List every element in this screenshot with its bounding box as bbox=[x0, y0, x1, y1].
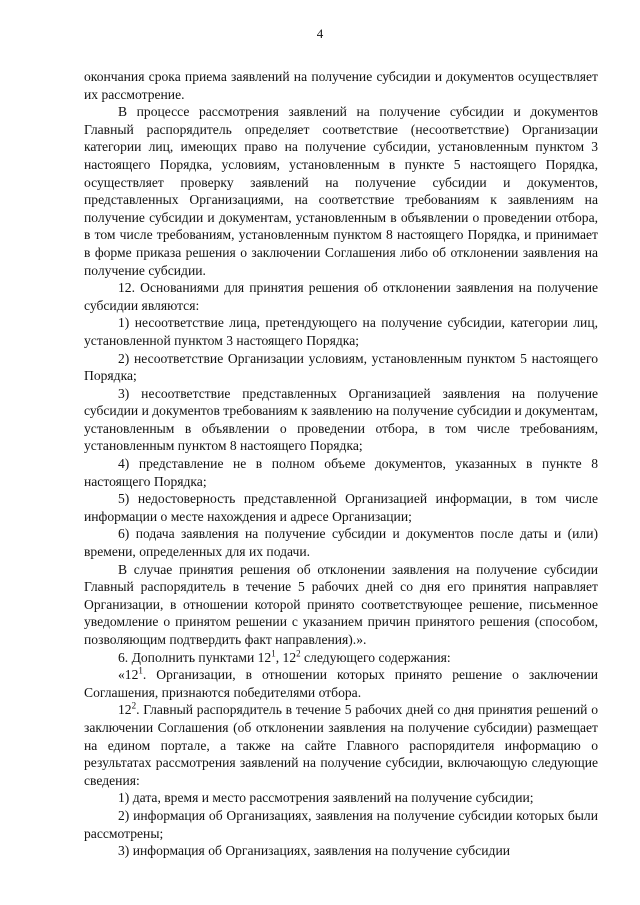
list-item-1: 1) несоответствие лица, претендующего на получение субсидии, категории лиц, установленной пунктом 3 настоящего Порядка; bbox=[84, 315, 598, 348]
tail-item-3: 3) информация об Организациях, заявления на получение субсидии bbox=[118, 843, 511, 859]
document-body bbox=[84, 68, 598, 860]
paragraph-12-2 bbox=[84, 701, 598, 789]
list-item-4: 4) представление не в полном объеме документов, указанных в пункте 8 настоящего Порядка; bbox=[84, 456, 598, 489]
paragraph-review-process: В процессе рассмотрения заявлений на получение субсидии и документов Главный распорядитель определяет соответствие (несоответствие) Организации категории лиц, имеющих право на получение субсидии, установленным пунктом 3 настоящего Порядка, условиям, установленным в пункте 5 настоящего Порядка, осуществляет проверку заявлений на получение субсидии и документов, представленных Организациями, на соответствие требованиям к заявлениям на получение субсидии и документам, установленным в объявлении о проведении отбора, в том числе требованиям, установленным пунктом 8 настоящего Порядка, и принимает в форме приказа решения о заключении Соглашения либо об отклонении заявления на получение субсидии. bbox=[84, 104, 598, 278]
tail-item-1: 1) дата, время и место рассмотрения заявлений на получение субсидии; bbox=[118, 790, 534, 806]
item6-post: следующего содержания: bbox=[300, 649, 451, 665]
p12-1-pre: «12 bbox=[118, 667, 139, 683]
item6-mid: , 12 bbox=[275, 649, 297, 665]
item6-sup1: 1 bbox=[271, 648, 276, 659]
p12-2-pre: 12 bbox=[118, 702, 132, 718]
list-item-6: 6) подача заявления на получение субсидии и документов после даты и (или) времени, определенных для их подачи. bbox=[84, 526, 598, 560]
paragraph-12-grounds: 12. Основаниями для принятия решения об отклонении заявления на получение субсидии являются: bbox=[84, 280, 598, 313]
item6-sup2: 2 bbox=[296, 648, 301, 659]
paragraph-continuation: окончания срока приема заявлений на получение субсидии и документов осуществляет их рассмотрение. bbox=[84, 69, 598, 102]
paragraph-12-1 bbox=[84, 666, 598, 701]
tail-item-2: 2) информация об Организациях, заявления на получение субсидии которых были рассмотрены; bbox=[84, 807, 598, 841]
paragraph-item-6 bbox=[84, 649, 598, 667]
list-item-5: 5) недостоверность представленной Организацией информации, в том числе информации о месте нахождения и адресе Организации; bbox=[84, 491, 598, 524]
p12-1-sup: 1 bbox=[138, 665, 143, 676]
page-number: 4 bbox=[316, 26, 324, 41]
p12-2-post: . Главный распорядитель в течение 5 рабочих дней со дня принятия решений о заключении Соглашения (об отклонении заявления на получение субсидии) размещает на едином портале, а также на сайте Главного распорядителя информацию о результатах рассмотрения заявлений на получение субсидии, включающую следующие сведения: bbox=[84, 702, 598, 788]
item6-pre: 6. Дополнить пунктами 12 bbox=[118, 649, 272, 665]
p12-1-post: . Организации, в отношении которых принято решение о заключении Соглашения, признаются победителями отбора. bbox=[84, 667, 598, 700]
list-item-2: 2) несоответствие Организации условиям, установленным пунктом 5 настоящего Порядка; bbox=[84, 350, 598, 384]
p12-2-sup: 2 bbox=[131, 700, 137, 711]
list-item-3: 3) несоответствие представленных Организацией заявления на получение субсидии и документов требованиям к заявлению на получение субсидии и документам, установленным в объявлении о проведении отбора, в том числе требованиям, установленным пунктом 8 настоящего Порядка; bbox=[84, 385, 598, 454]
paragraph-rejection-notice: В случае принятия решения об отклонении заявления на получение субсидии Главный распорядитель в течение 5 рабочих дней со дня его принятия направляет Организации, в отношении которой принято соответствующее решение, письменное уведомление о принятом решении с указанием причин принятого решения (способом, позволяющим подтвердить факт направления).». bbox=[84, 561, 598, 647]
